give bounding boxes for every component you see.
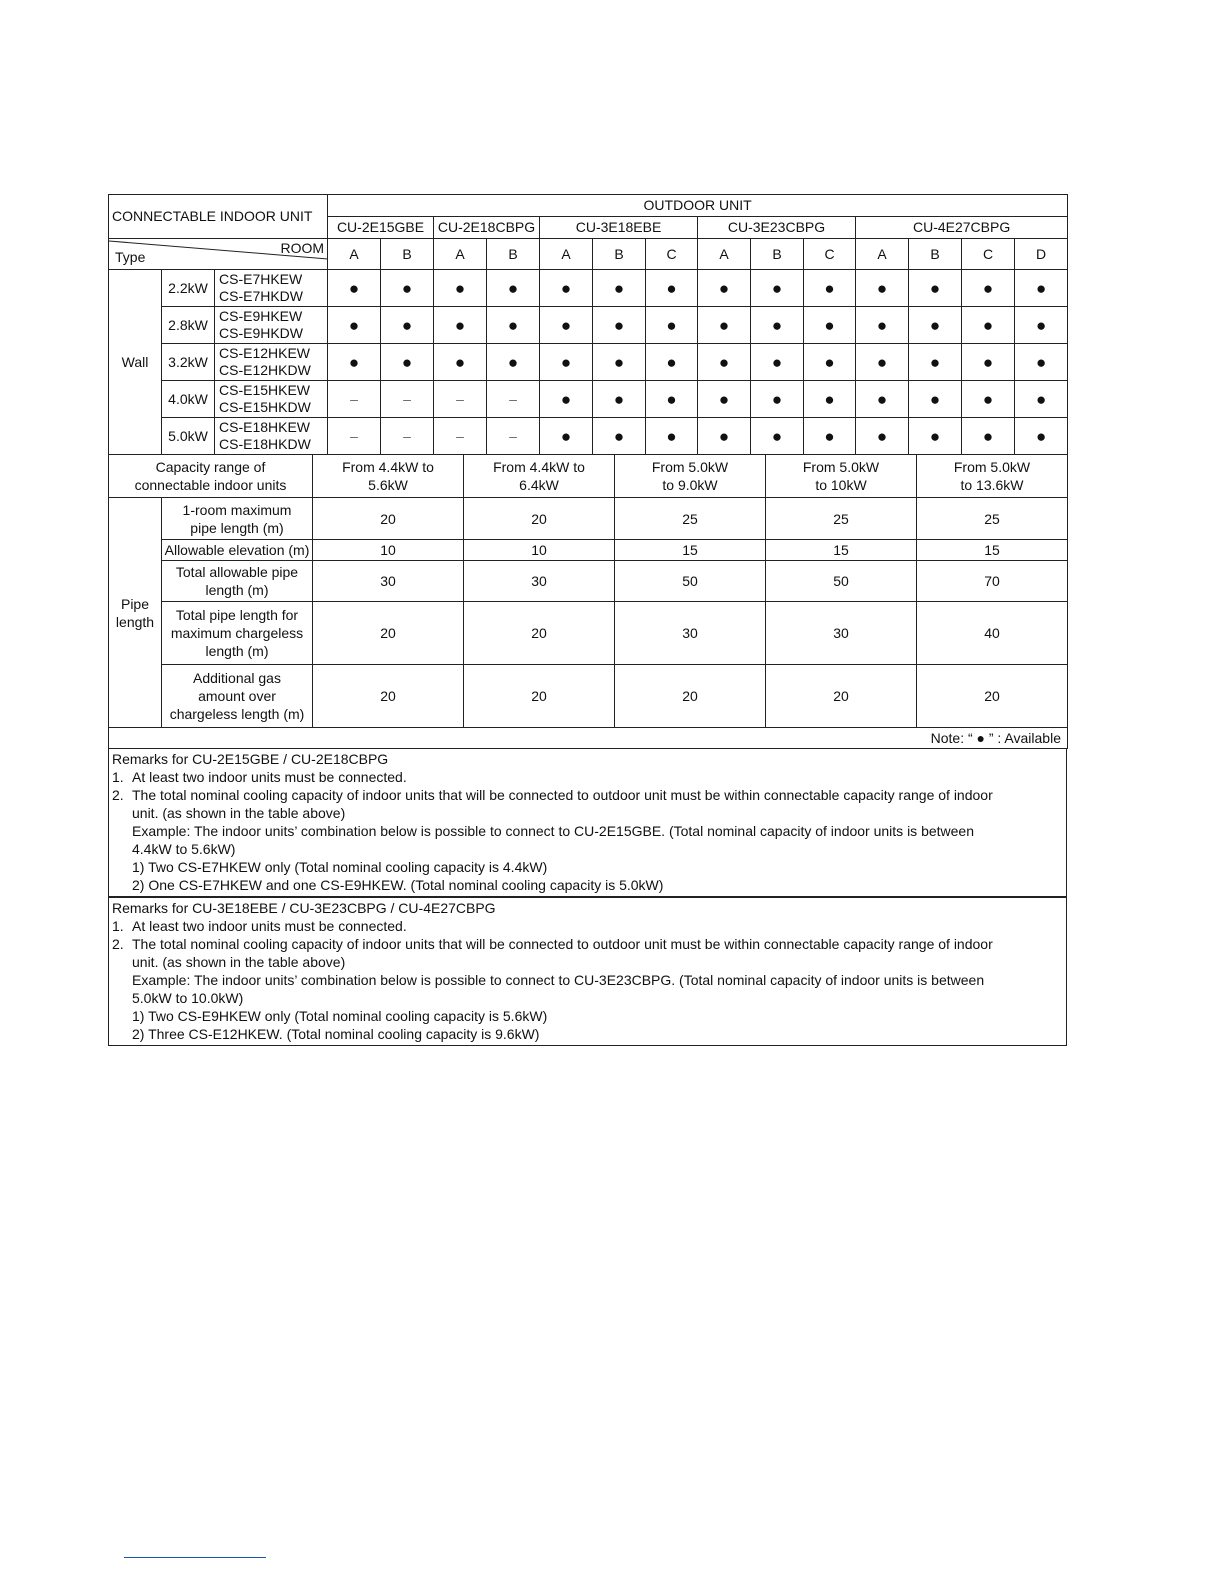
pipe-row (109, 498, 1068, 540)
outdoor-model-header: CU-3E23CBPG (698, 217, 856, 239)
availability-cell: ● (909, 381, 962, 418)
pipe-value: 25 (766, 498, 917, 540)
availability-cell: ● (593, 381, 646, 418)
indoor-model-cell (215, 307, 328, 344)
pipe-value: 30 (313, 561, 464, 602)
indoor-model: CS-E9HKDW (219, 325, 304, 341)
wall-type-label: Wall (109, 270, 162, 455)
availability-cell: ● (804, 418, 856, 455)
footnote-rule (124, 1557, 266, 1558)
indoor-unit-row (109, 344, 1068, 381)
availability-cell: ● (540, 270, 593, 307)
indoor-model: CS-E7HKEW (219, 271, 303, 287)
availability-cell: ● (804, 270, 856, 307)
remark-line: unit. (as shown in the table above) (132, 805, 346, 821)
pipe-value: 10 (313, 540, 464, 561)
indoor-unit-rows (109, 270, 1068, 455)
room-letter: A (434, 239, 487, 270)
pipe-value: 15 (766, 540, 917, 561)
indoor-model-cell (215, 344, 328, 381)
indoor-model: CS-E15HKDW (219, 399, 311, 415)
capacity-kw: 5.0kW (162, 418, 215, 455)
pipe-value: 15 (615, 540, 766, 561)
remarks-title: Remarks for CU-2E15GBE / CU-2E18CBPG (112, 751, 389, 767)
availability-cell: ● (593, 307, 646, 344)
availability-cell: ● (540, 307, 593, 344)
availability-cell: – (487, 418, 540, 455)
pipe-value: 30 (766, 602, 917, 665)
availability-cell: ● (328, 344, 381, 381)
capacity-row (109, 455, 1068, 498)
pipe-row-label: Allowable elevation (m) (162, 540, 313, 561)
availability-cell: ● (804, 307, 856, 344)
capacity-value: From 4.4kW to 6.4kW (464, 455, 615, 498)
indoor-model-cell (215, 270, 328, 307)
remark-item: 2. The total nominal cooling capacity of indoor units that will be connected to outdoor unit must be within connectable capacity range of indoor (112, 787, 993, 803)
availability-cell: ● (751, 270, 804, 307)
availability-cell: ● (1015, 307, 1068, 344)
availability-cell: – (381, 418, 434, 455)
pipe-value: 15 (917, 540, 1068, 561)
indoor-unit-row (109, 307, 1068, 344)
availability-cell: ● (909, 344, 962, 381)
availability-cell: ● (328, 307, 381, 344)
availability-cell: ● (381, 344, 434, 381)
availability-cell: ● (909, 307, 962, 344)
pipe-row-label: Total allowable pipe length (m) (162, 561, 313, 602)
availability-cell: ● (856, 270, 909, 307)
remarks-title: Remarks for CU-3E18EBE / CU-3E23CBPG / CU-4E27CBPG (112, 900, 496, 916)
capacity-kw: 2.8kW (162, 307, 215, 344)
availability-cell: ● (856, 307, 909, 344)
pipe-value: 20 (313, 602, 464, 665)
pipe-value: 25 (615, 498, 766, 540)
room-letter: C (962, 239, 1015, 270)
spec-document (108, 194, 1067, 1046)
pipe-length-rows (109, 498, 1068, 728)
room-letter: B (487, 239, 540, 270)
availability-cell: ● (1015, 270, 1068, 307)
remark-line: 1) Two CS-E7HKEW only (Total nominal cooling capacity is 4.4kW) (132, 859, 548, 875)
availability-cell: ● (804, 381, 856, 418)
availability-cell: ● (646, 344, 698, 381)
availability-cell: ● (856, 381, 909, 418)
availability-cell: ● (962, 307, 1015, 344)
room-letter: C (804, 239, 856, 270)
pipe-value: 20 (464, 665, 615, 728)
room-letter: A (698, 239, 751, 270)
room-letter: B (751, 239, 804, 270)
room-letter: C (646, 239, 698, 270)
pipe-value: 20 (313, 665, 464, 728)
availability-cell: ● (328, 270, 381, 307)
indoor-model: CS-E9HKEW (219, 308, 303, 324)
availability-cell: ● (646, 418, 698, 455)
pipe-row-label: 1-room maximum pipe length (m) (162, 498, 313, 540)
remark-line: 1) Two CS-E9HKEW only (Total nominal cooling capacity is 5.6kW) (132, 1008, 548, 1024)
availability-cell: ● (646, 270, 698, 307)
availability-cell: – (328, 381, 381, 418)
pipe-value: 20 (464, 498, 615, 540)
availability-note: Note: “ ● ” : Available (109, 728, 1068, 749)
room-letter: A (856, 239, 909, 270)
availability-cell: – (381, 381, 434, 418)
indoor-model: CS-E12HKEW (219, 345, 311, 361)
availability-cell: ● (909, 270, 962, 307)
remark-item: 2. The total nominal cooling capacity of indoor units that will be connected to outdoor unit must be within connectable capacity range of indoor (112, 936, 993, 952)
indoor-unit-row (109, 418, 1068, 455)
availability-cell: ● (540, 418, 593, 455)
availability-cell: ● (698, 270, 751, 307)
pipe-row-label: Total pipe length for maximum chargeless length (m) (162, 602, 313, 665)
availability-cell: – (487, 381, 540, 418)
availability-cell: ● (540, 344, 593, 381)
indoor-unit-row (109, 270, 1068, 307)
indoor-model: CS-E15HKEW (219, 382, 311, 398)
pipe-row (109, 602, 1068, 665)
remark-item: 1. At least two indoor units must be connected. (112, 918, 407, 934)
indoor-model-cell (215, 418, 328, 455)
outdoor-model-header: CU-4E27CBPG (856, 217, 1068, 239)
remark-item: 1. At least two indoor units must be connected. (112, 769, 407, 785)
outdoor-model-header: CU-2E15GBE (328, 217, 434, 239)
pipe-value: 25 (917, 498, 1068, 540)
availability-cell: ● (646, 381, 698, 418)
capacity-pipe-table (108, 455, 1068, 749)
room-label: ROOM (280, 240, 325, 256)
remarks-block-2room (108, 749, 1067, 897)
connectable-units-table (108, 194, 1068, 455)
remark-line: 5.0kW to 10.0kW) (132, 990, 244, 1006)
availability-cell: ● (487, 270, 540, 307)
availability-cell: ● (751, 307, 804, 344)
remark-line: 4.4kW to 5.6kW) (132, 841, 236, 857)
availability-cell: ● (381, 307, 434, 344)
pipe-value: 20 (615, 665, 766, 728)
indoor-model: CS-E18HKDW (219, 436, 311, 452)
indoor-model-cell (215, 381, 328, 418)
remark-line: unit. (as shown in the table above) (132, 954, 346, 970)
capacity-kw: 3.2kW (162, 344, 215, 381)
availability-cell: ● (593, 344, 646, 381)
indoor-model: CS-E12HKDW (219, 362, 311, 378)
outdoor-model-header: CU-3E18EBE (540, 217, 698, 239)
availability-cell: ● (646, 307, 698, 344)
availability-cell: – (434, 381, 487, 418)
remark-line: 2) Three CS-E12HKEW. (Total nominal cooling capacity is 9.6kW) (132, 1026, 540, 1042)
remark-line: Example: The indoor units’ combination below is possible to connect to CU-2E15GBE. (Total nominal capacity of indoor units is between (132, 823, 975, 839)
outdoor-unit-header: OUTDOOR UNIT (328, 195, 1068, 217)
capacity-value: From 4.4kW to 5.6kW (313, 455, 464, 498)
pipe-row (109, 665, 1068, 728)
pipe-value: 20 (464, 602, 615, 665)
remark-line: 2) One CS-E7HKEW and one CS-E9HKEW. (Total nominal cooling capacity is 5.0kW) (132, 877, 664, 893)
pipe-value: 50 (615, 561, 766, 602)
capacity-value: From 5.0kW to 10kW (766, 455, 917, 498)
availability-cell: ● (962, 270, 1015, 307)
availability-cell: ● (804, 344, 856, 381)
availability-cell: ● (487, 307, 540, 344)
availability-cell: – (328, 418, 381, 455)
type-label: Type (115, 249, 146, 265)
availability-cell: ● (381, 270, 434, 307)
availability-cell: ● (909, 418, 962, 455)
room-letter: A (328, 239, 381, 270)
availability-cell: ● (593, 270, 646, 307)
outdoor-model-header: CU-2E18CBPG (434, 217, 540, 239)
room-type-diagonal-header (109, 239, 328, 270)
pipe-value: 20 (313, 498, 464, 540)
indoor-unit-row (109, 381, 1068, 418)
pipe-value: 30 (615, 602, 766, 665)
availability-cell: ● (962, 381, 1015, 418)
availability-cell: ● (434, 307, 487, 344)
availability-cell: – (434, 418, 487, 455)
room-letter: D (1015, 239, 1068, 270)
indoor-model: CS-E7HKDW (219, 288, 304, 304)
availability-cell: ● (698, 344, 751, 381)
capacity-value: From 5.0kW to 13.6kW (917, 455, 1068, 498)
room-letter: B (593, 239, 646, 270)
room-letter: A (540, 239, 593, 270)
availability-cell: ● (434, 344, 487, 381)
availability-cell: ● (698, 418, 751, 455)
availability-cell: ● (751, 418, 804, 455)
availability-cell: ● (856, 418, 909, 455)
availability-cell: ● (1015, 381, 1068, 418)
pipe-value: 40 (917, 602, 1068, 665)
pipe-value: 20 (917, 665, 1068, 728)
availability-cell: ● (962, 418, 1015, 455)
capacity-label: Capacity range of connectable indoor units (109, 455, 313, 498)
pipe-length-label: Pipe length (109, 498, 162, 728)
room-letter: B (909, 239, 962, 270)
availability-cell: ● (1015, 344, 1068, 381)
availability-cell: ● (698, 307, 751, 344)
availability-cell: ● (751, 344, 804, 381)
availability-cell: ● (1015, 418, 1068, 455)
remarks-block-multiroom (108, 897, 1067, 1046)
capacity-kw: 4.0kW (162, 381, 215, 418)
availability-cell: ● (751, 381, 804, 418)
pipe-row (109, 561, 1068, 602)
availability-cell: ● (856, 344, 909, 381)
pipe-value: 20 (766, 665, 917, 728)
pipe-value: 30 (464, 561, 615, 602)
availability-cell: ● (434, 270, 487, 307)
room-letter: B (381, 239, 434, 270)
availability-cell: ● (593, 418, 646, 455)
remark-line: Example: The indoor units’ combination below is possible to connect to CU-3E23CBPG. (Total nominal capacity of indoor units is between (132, 972, 985, 988)
availability-cell: ● (487, 344, 540, 381)
connectable-indoor-unit-header: CONNECTABLE INDOOR UNIT (109, 195, 328, 239)
pipe-row-label: Additional gas amount over chargeless length (m) (162, 665, 313, 728)
pipe-row (109, 540, 1068, 561)
capacity-kw: 2.2kW (162, 270, 215, 307)
capacity-value: From 5.0kW to 9.0kW (615, 455, 766, 498)
availability-cell: ● (698, 381, 751, 418)
pipe-value: 70 (917, 561, 1068, 602)
availability-cell: ● (962, 344, 1015, 381)
pipe-value: 50 (766, 561, 917, 602)
indoor-model: CS-E18HKEW (219, 419, 311, 435)
pipe-value: 10 (464, 540, 615, 561)
availability-cell: ● (540, 381, 593, 418)
